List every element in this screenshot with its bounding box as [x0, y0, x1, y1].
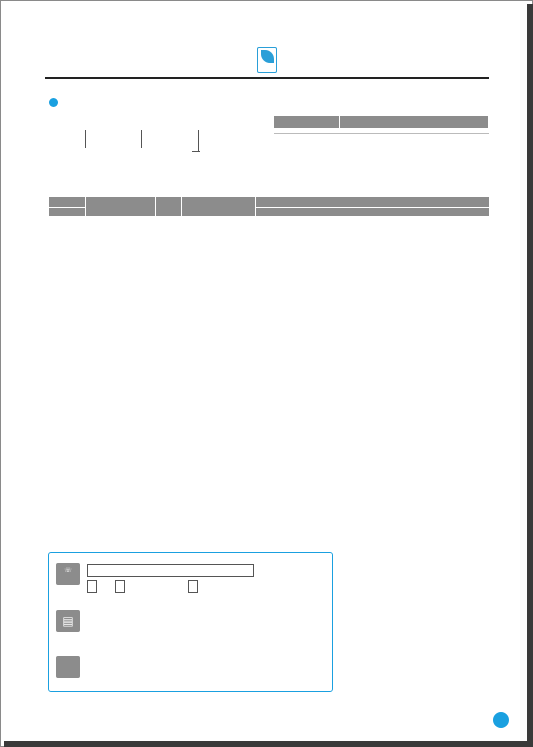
page-shadow: [4, 741, 533, 747]
order-example-heading: [49, 96, 62, 109]
order-width: [188, 580, 198, 593]
width-header: [340, 116, 489, 129]
col-type: [49, 197, 86, 208]
col-belt: [86, 197, 156, 217]
bullet-icon: [49, 98, 58, 107]
material-table: [273, 115, 489, 134]
rohs-icon: [257, 47, 277, 73]
leader-line: [85, 130, 86, 148]
page-shadow: [527, 4, 533, 747]
price-table: [48, 196, 490, 217]
col-pitch: [182, 197, 256, 217]
leader-line: [192, 151, 200, 152]
material-header: [274, 116, 340, 129]
order-timing-belt-no: [87, 564, 254, 577]
info-icon: [56, 656, 80, 678]
calendar-icon: ▤: [56, 610, 80, 632]
info-box: [48, 552, 333, 692]
leaf-icon: [261, 50, 274, 63]
page-dot-icon: [493, 712, 509, 728]
leader-line: [198, 130, 199, 152]
order-length: [115, 580, 125, 593]
order-type: [87, 580, 97, 593]
col-teeth: [156, 197, 182, 217]
title-rule: [45, 77, 489, 79]
fax-icon: ☏: [56, 563, 80, 585]
width-values: [340, 129, 489, 134]
col-material: [256, 208, 490, 217]
leader-line: [141, 130, 142, 148]
material-value: [274, 129, 340, 134]
col-type-sub: [49, 208, 86, 217]
col-price: [256, 197, 490, 208]
side-index: [495, 9, 523, 714]
